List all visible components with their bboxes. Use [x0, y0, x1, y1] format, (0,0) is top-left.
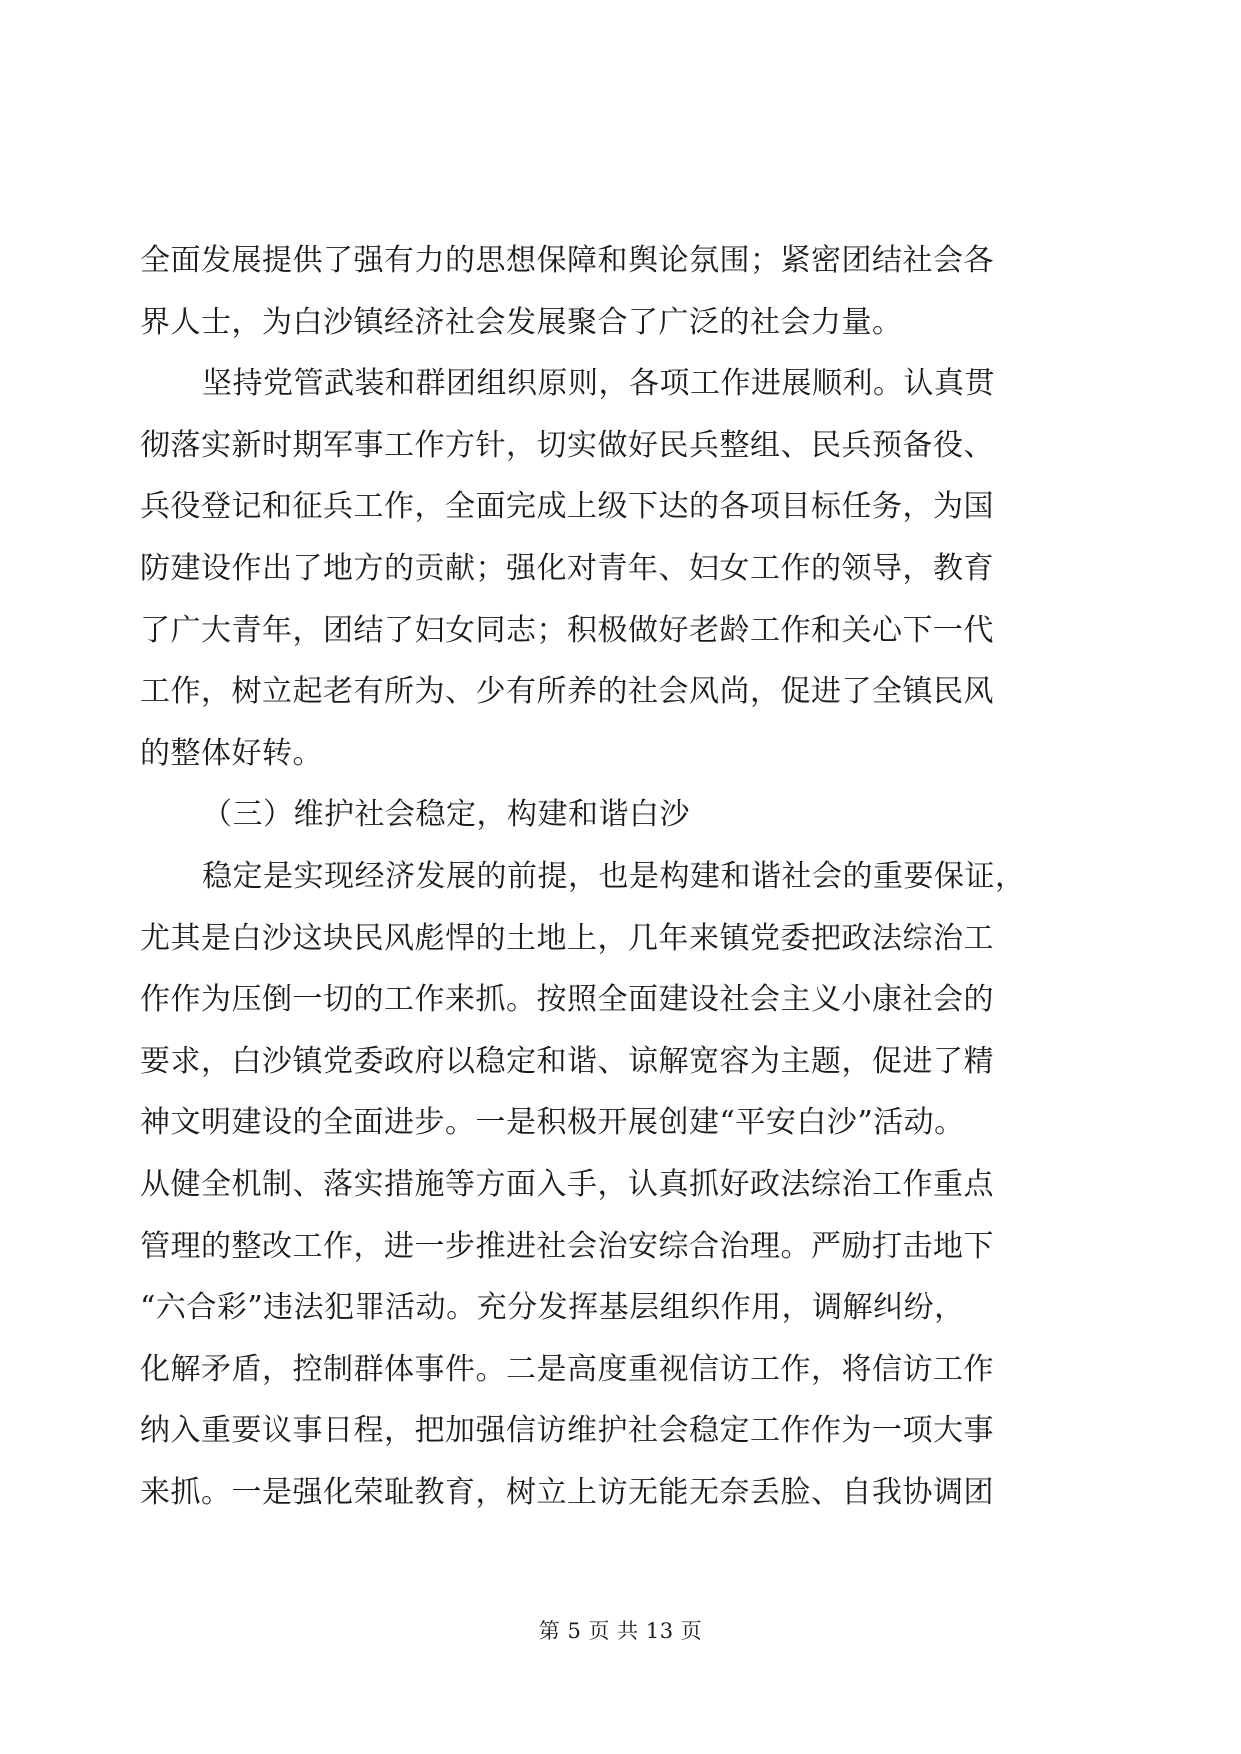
page-number-footer: 第 5 页 共 13 页 [538, 1619, 703, 1643]
text-line: 彻落实新时期军事工作方针，切实做好民兵整组、民兵预备役、 [140, 427, 994, 463]
section-heading: （三）维护社会稳定，构建和谐白沙 [202, 797, 690, 833]
text-line: 从健全机制、落实措施等方面入手，认真抓好政法综治工作重点 [140, 1166, 994, 1202]
text-line: “六合彩”违法犯罪活动。充分发挥基层组织作用，调解纠纷， [140, 1290, 965, 1326]
paragraph-start-line: 坚持党管武装和群团组织原则，各项工作进展顺利。认真贯 [202, 366, 995, 402]
text-line: 兵役登记和征兵工作，全面完成上级下达的各项目标任务，为国 [140, 489, 994, 525]
text-line: 全面发展提供了强有力的思想保障和舆论氛围；紧密团结社会各 [140, 243, 994, 278]
text-line: 要求，白沙镇党委政府以稳定和谐、谅解宽容为主题，促进了精 [140, 1043, 994, 1079]
text-line: 作作为压倒一切的工作来抓。按照全面建设社会主义小康社会的 [140, 982, 994, 1018]
text-line: 神文明建设的全面进步。一是积极开展创建“平安白沙”活动。 [140, 1105, 965, 1141]
text-line: 界人士，为白沙镇经济社会发展聚合了广泛的社会力量。 [140, 304, 903, 340]
text-line: 了广大青年，团结了妇女同志；积极做好老龄工作和关心下一代 [140, 612, 994, 648]
text-line: 纳入重要议事日程，把加强信访维护社会稳定工作作为一项大事 [140, 1413, 994, 1449]
text-line: 防建设作出了地方的贡献；强化对青年、妇女工作的领导，教育 [140, 550, 994, 586]
text-line: 化解矛盾，控制群体事件。二是高度重视信访工作，将信访工作 [140, 1351, 994, 1387]
body-text [140, 230, 1100, 1523]
text-line: 工作，树立起老有所为、少有所养的社会风尚，促进了全镇民风 [140, 674, 994, 710]
paragraph-start-line: 稳定是实现经济发展的前提，也是构建和谐社会的重要保证， [202, 858, 1026, 894]
text-line: 来抓。一是强化荣耻教育，树立上访无能无奈丢脸、自我协调团 [140, 1474, 994, 1510]
text-line: 尤其是白沙这块民风彪悍的土地上，几年来镇党委把政法综治工 [140, 920, 994, 956]
text-line: 管理的整改工作，进一步推进社会治安综合治理。严励打击地下 [140, 1228, 994, 1264]
text-line: 的整体好转。 [140, 735, 323, 771]
